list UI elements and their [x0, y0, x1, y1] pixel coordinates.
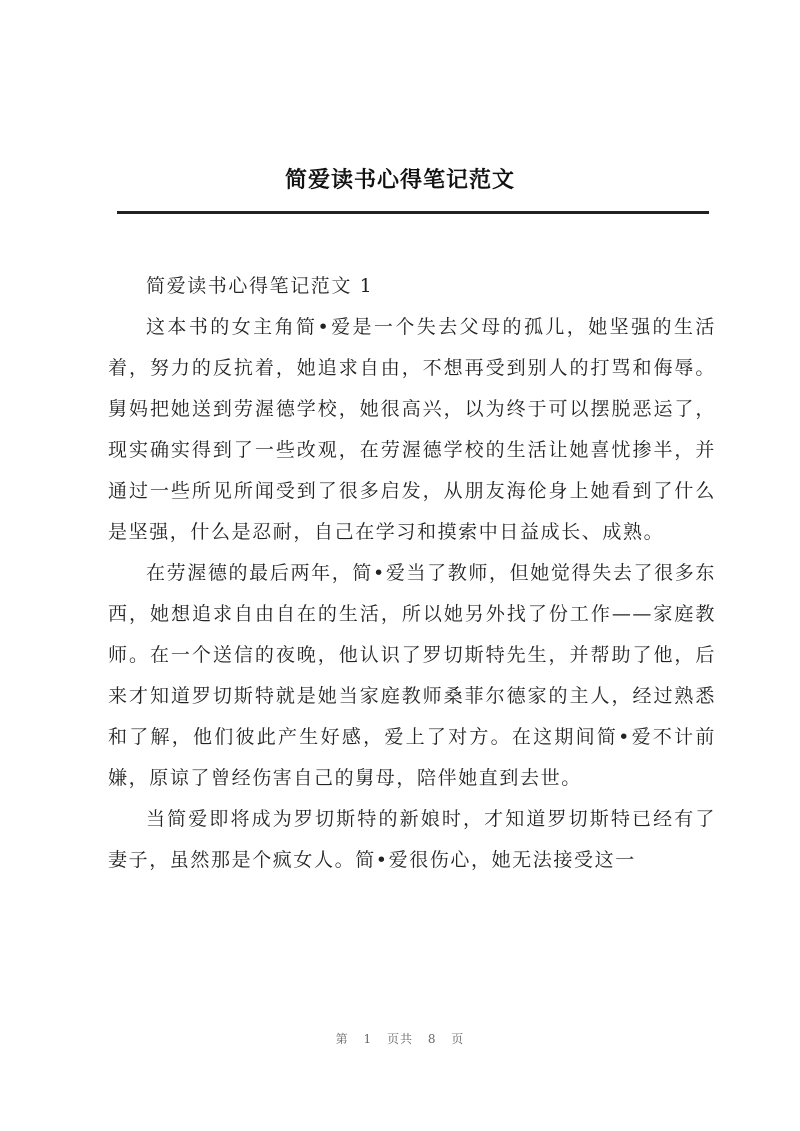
footer-page-mid: 页共 — [386, 1032, 413, 1046]
footer-page-current: 1 — [363, 1032, 373, 1046]
section-heading: 简爱读书心得笔记范文 1 — [146, 275, 374, 297]
paragraph-3: 当简爱即将成为罗切斯特的新娘时，才知道罗切斯特已经有了妻子，虽然那是个疯女人。简•爱很伤心，她无法接受这一 — [108, 808, 716, 871]
footer-page-prefix: 第 — [335, 1032, 349, 1046]
paragraph-1: 这本书的女主角简•爱是一个失去父母的孤儿，她坚强的生活着，努力的反抗着，她追求自由，不想再受到别人的打骂和侮辱。舅妈把她送到劳渥德学校，她很高兴，以为终于可以摆脱恶运了，现实确实得到了一些改观，在劳渥德学校的生活让她喜忧掺半，并通过一些所见所闻受到了很多启发，从朋友海伦身上她看到了什么是坚强，什么是忍耐，自己在学习和摸索中日益成长、成熟。 — [108, 316, 716, 543]
footer-page-total: 8 — [427, 1032, 437, 1046]
page-footer — [0, 1030, 800, 1047]
document-body — [108, 266, 716, 881]
title-divider — [117, 211, 709, 214]
footer-page-suffix: 页 — [451, 1032, 465, 1046]
page-title: 简爱读书心得笔记范文 — [284, 167, 515, 193]
paragraph-2: 在劳渥德的最后两年，简•爱当了教师，但她觉得失去了很多东西，她想追求自由自在的生活，所以她另外找了份工作——家庭教师。在一个送信的夜晚，他认识了罗切斯特先生，并帮助了他，后来才知道罗切斯特就是她当家庭教师桑菲尔德家的主人，经过熟悉和了解，他们彼此产生好感，爱上了对方。在这期间简•爱不计前嫌，原谅了曾经伤害自己的舅母，陪伴她直到去世。 — [108, 562, 716, 789]
